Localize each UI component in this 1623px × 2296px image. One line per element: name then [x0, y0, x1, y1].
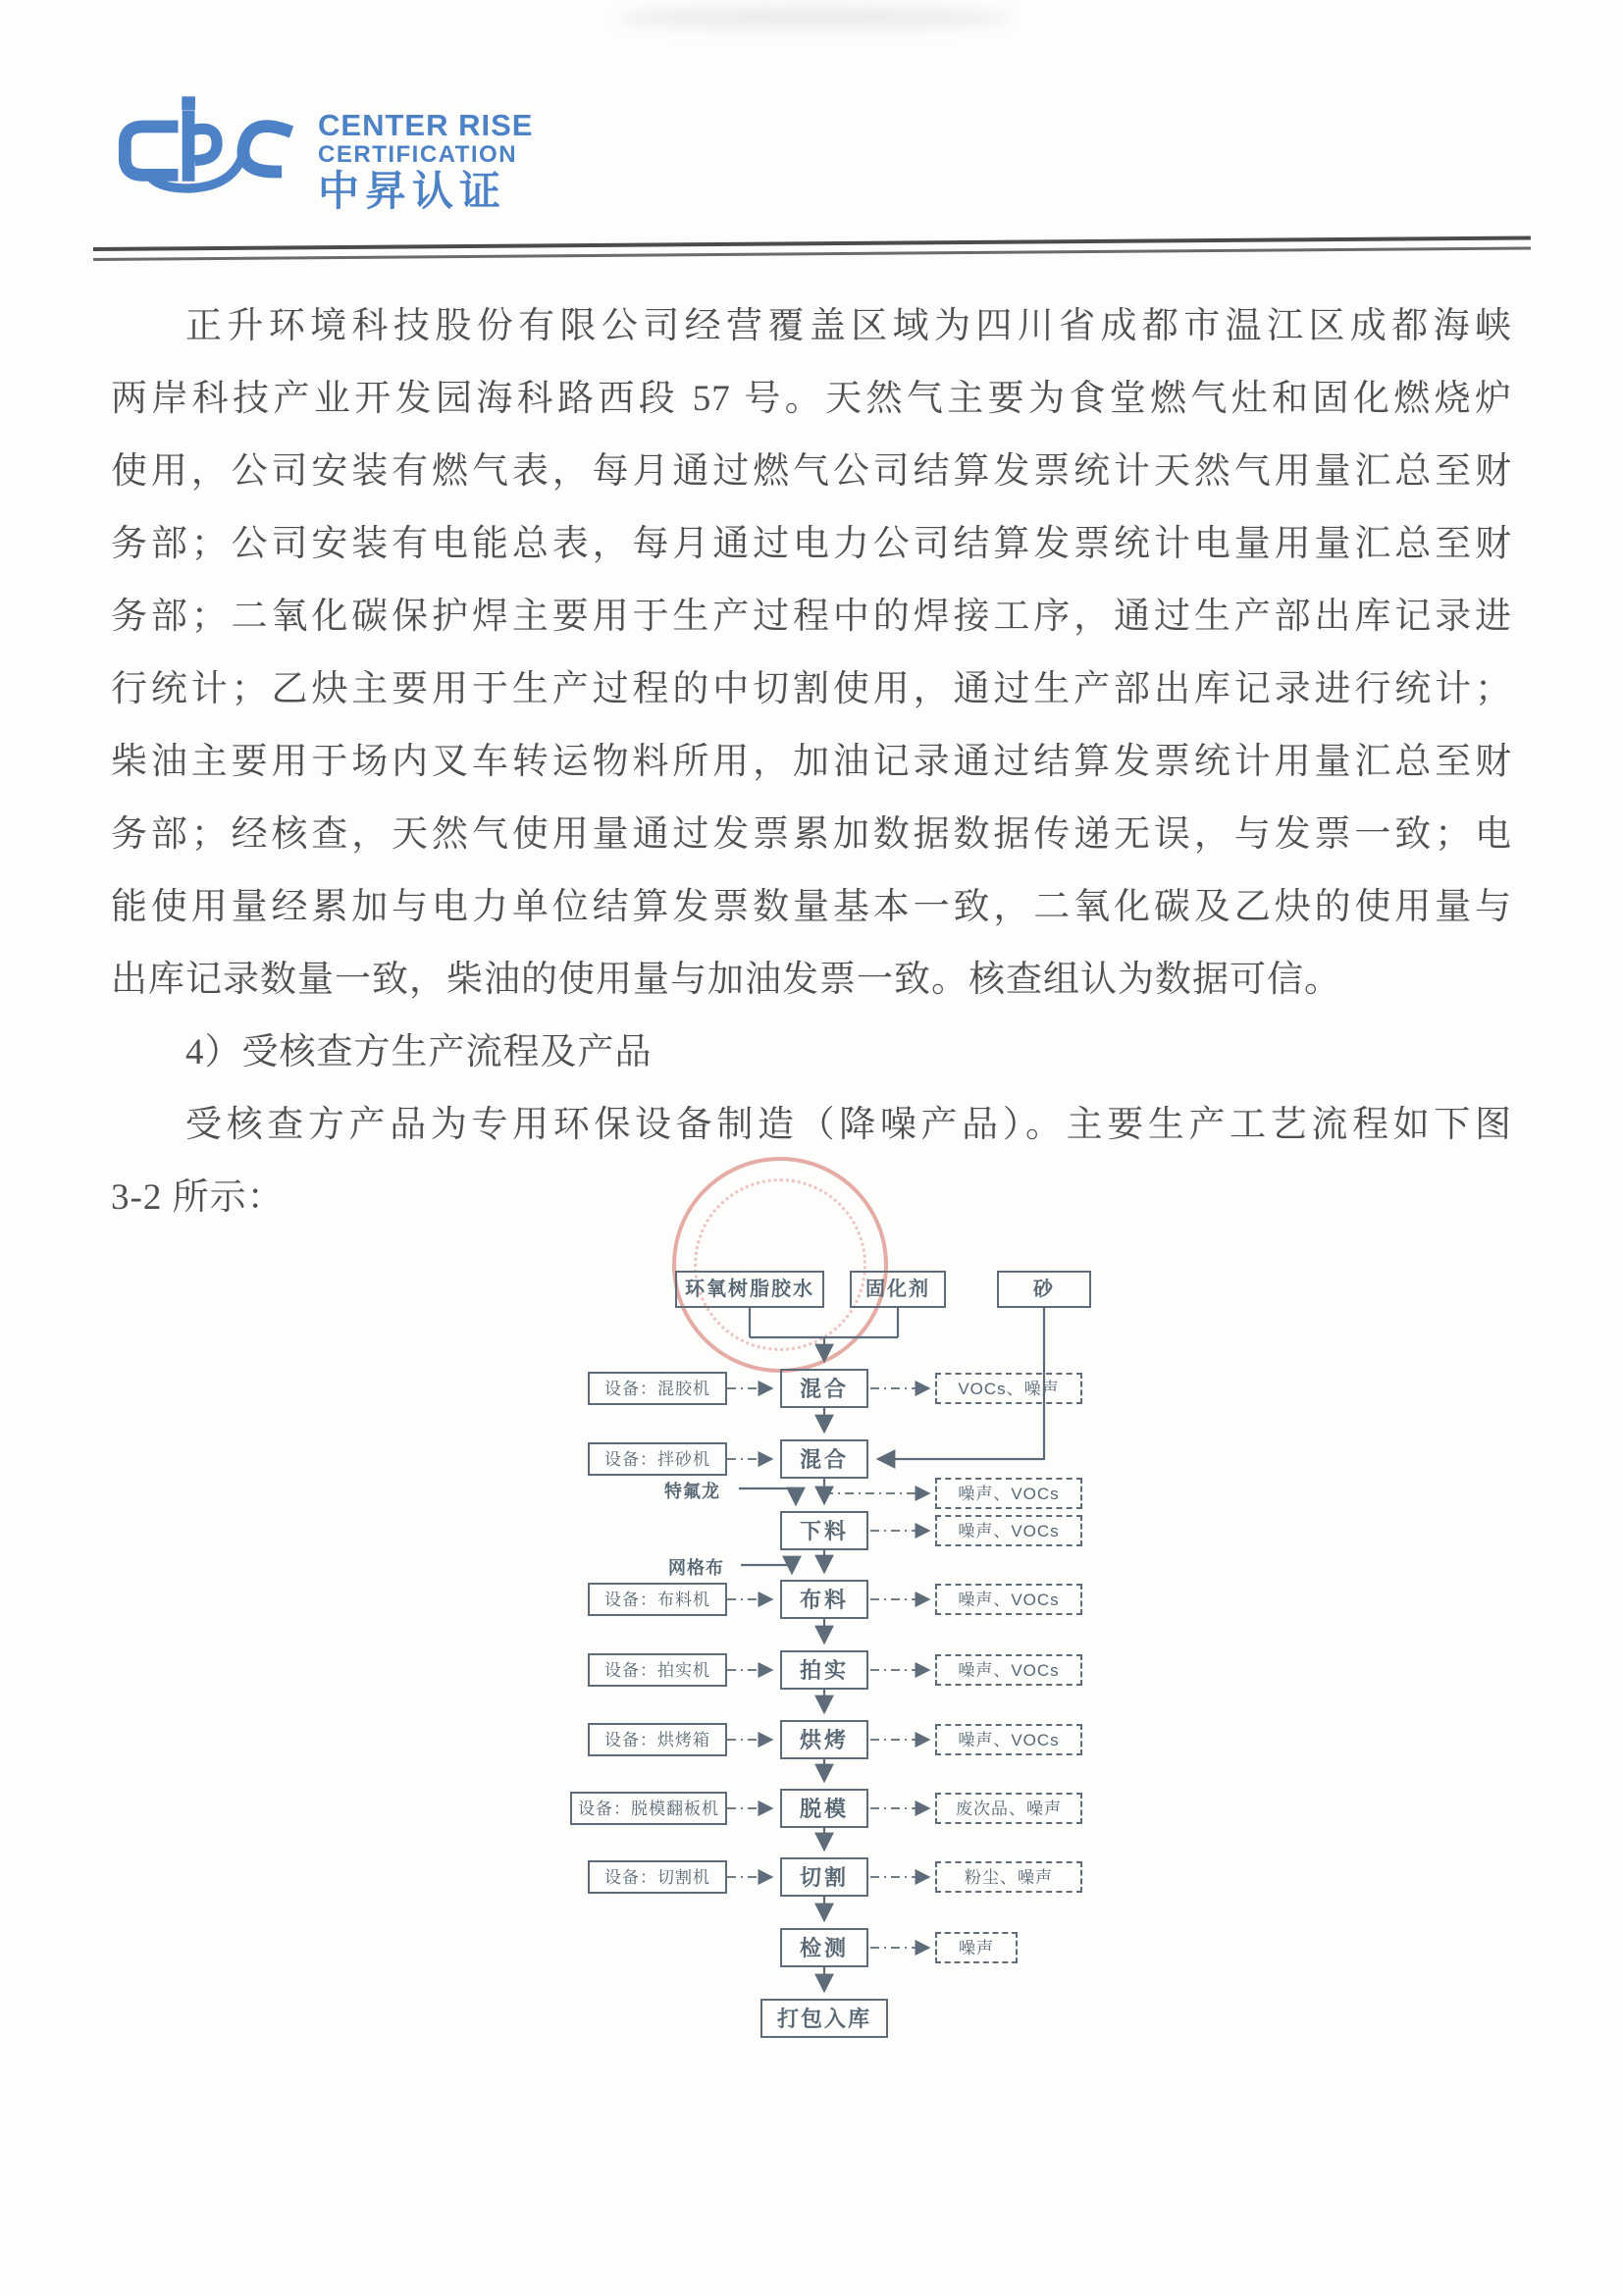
- body-line: 受核查方产品为专用环保设备制造（降噪产品）。主要生产工艺流程如下图: [185, 1105, 1512, 1145]
- body-line: 务部；二氧化碳保护焊主要用于生产过程中的焊接工序，通过生产部出库记录进: [111, 597, 1512, 637]
- body-line: 能使用量经累加与电力单位结算发票数量基本一致，二氧化碳及乙炔的使用量与: [111, 887, 1512, 927]
- document-text: [111, 290, 1512, 1234]
- step-baking: 烘烤: [780, 1720, 868, 1759]
- emission-mix-1: VOCs、噪声: [935, 1373, 1082, 1404]
- body-line-heading: 4）受核查方生产流程及产品: [185, 1032, 653, 1072]
- emission-mix-2: 噪声、VOCs: [935, 1478, 1082, 1509]
- scan-artifact: [618, 6, 1011, 29]
- step-demold: 脱模: [780, 1789, 868, 1828]
- step-mix-1: 混合: [780, 1369, 868, 1408]
- emission-laying: 噪声、VOCs: [935, 1584, 1082, 1615]
- equipment-demold-flipper: 设备：脱模翻板机: [570, 1792, 727, 1825]
- logo-subname-en: CERTIFICATION: [318, 141, 518, 168]
- step-mix-2: 混合: [780, 1439, 868, 1479]
- emission-baking: 噪声、VOCs: [935, 1724, 1082, 1755]
- input-sand-box: 砂: [997, 1271, 1091, 1308]
- step-pack-store: 打包入库: [760, 1999, 888, 2038]
- step-laying: 布料: [780, 1580, 868, 1619]
- emission-compact: 噪声、VOCs: [935, 1654, 1082, 1686]
- input-curing-agent-box: 固化剂: [850, 1271, 946, 1308]
- emission-feeding: 噪声、VOCs: [935, 1515, 1082, 1546]
- emission-demold: 废次品、噪声: [935, 1793, 1082, 1824]
- equipment-baking-oven: 设备：烘烤箱: [588, 1723, 727, 1756]
- body-line: 两岸科技产业开发园海科路西段 57 号。天然气主要为食堂燃气灶和固化燃烧炉: [111, 379, 1512, 419]
- logo-text: [318, 88, 533, 212]
- body-line: 行统计；乙炔主要用于生产过程的中切割使用，通过生产部出库记录进行统计；: [111, 669, 1512, 709]
- body-line: 出库记录数量一致，柴油的使用量与加油发票一致。核查组认为数据可信。: [111, 960, 1341, 1000]
- company-logo: [110, 88, 533, 212]
- body-line: 正升环境科技股份有限公司经营覆盖区域为四川省成都市温江区成都海峡: [185, 306, 1512, 346]
- side-input-teflon: 特氟龙: [664, 1482, 720, 1501]
- body-line: 柴油主要用于场内叉车转运物料所用，加油记录通过结算发票统计用量汇总至财: [111, 742, 1512, 782]
- header-divider: [93, 235, 1531, 261]
- body-line: 务部；公司安装有电能总表，每月通过电力公司结算发票统计电量用量汇总至财: [111, 524, 1512, 564]
- emission-cutting: 粉尘、噪声: [935, 1861, 1082, 1893]
- step-feeding: 下料: [780, 1511, 868, 1550]
- logo-name-cn: 中昇认证: [318, 168, 507, 214]
- step-inspect: 检测: [780, 1928, 868, 1967]
- step-compact: 拍实: [780, 1650, 868, 1690]
- emission-inspect: 噪声: [935, 1932, 1018, 1963]
- equipment-sand-mixer: 设备：拌砂机: [588, 1442, 727, 1476]
- logo-name-en: CENTER RISE: [318, 108, 534, 142]
- equipment-glue-mixer: 设备：混胶机: [588, 1372, 727, 1405]
- process-flowchart: [545, 1251, 1173, 2065]
- body-line: 务部；经核查，天然气使用量通过发票累加数据数据传递无误，与发票一致；电: [111, 814, 1512, 855]
- body-line: 3-2 所示：: [111, 1177, 285, 1218]
- equipment-cutter: 设备：切割机: [588, 1860, 727, 1894]
- input-epoxy-resin-box: 环氧树脂胶水: [675, 1271, 824, 1308]
- side-input-mesh: 网格布: [668, 1558, 724, 1578]
- equipment-compactor: 设备：拍实机: [588, 1653, 727, 1687]
- step-cutting: 切割: [780, 1857, 868, 1897]
- equipment-laying-machine: 设备：布料机: [588, 1583, 727, 1616]
- crc-monogram-icon: [110, 88, 302, 210]
- body-line: 使用，公司安装有燃气表，每月通过燃气公司结算发票统计天然气用量汇总至财: [111, 451, 1512, 492]
